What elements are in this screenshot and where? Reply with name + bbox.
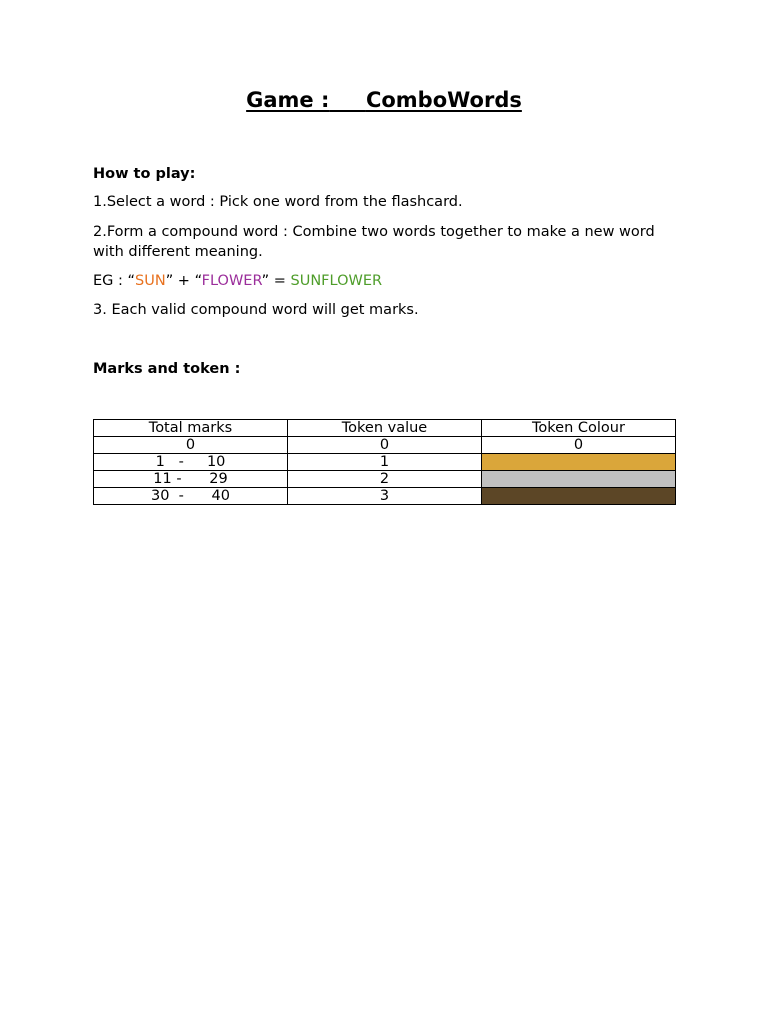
token-value-cell: 2 — [288, 471, 482, 488]
total-marks-cell: 0 — [94, 437, 288, 454]
example-line — [93, 271, 683, 291]
example-mid-1: ” + “ — [165, 273, 202, 289]
token-colour-swatch-silver — [482, 471, 676, 488]
token-colour-swatch-gold — [482, 454, 676, 471]
example-mid-2: ” = — [261, 273, 291, 289]
step-2: 2.Form a compound word : Combine two words together to make a new word with different meaning. — [93, 224, 655, 260]
example-word-flower: FLOWER — [201, 273, 262, 289]
step-3: 3. Each valid compound word will get marks. — [93, 302, 419, 318]
marks-heading: Marks and token : — [93, 361, 241, 377]
column-header-token-value: Token value — [288, 420, 482, 437]
total-marks-cell: 1 - 10 — [94, 454, 288, 471]
table-row — [94, 454, 676, 471]
table-row — [94, 488, 676, 505]
total-marks-cell: 30 - 40 — [94, 488, 288, 505]
table-row — [94, 471, 676, 488]
example-result-sunflower: SUNFLOWER — [290, 273, 383, 289]
token-value-cell: 0 — [288, 437, 482, 454]
column-header-token-colour: Token Colour — [482, 420, 676, 437]
token-value-cell: 3 — [288, 488, 482, 505]
title-game-name: ComboWords — [365, 88, 522, 112]
step-1: 1.Select a word : Pick one word from the flashcard. — [93, 194, 463, 210]
page-title — [0, 86, 768, 114]
column-header-total-marks: Total marks — [94, 420, 288, 437]
token-colour-cell: 0 — [482, 437, 676, 454]
title-game-label: Game : — [246, 88, 330, 112]
marks-token-table — [93, 419, 676, 505]
token-value-cell: 1 — [288, 454, 482, 471]
token-colour-swatch-bronze — [482, 488, 676, 505]
table-header-row — [94, 420, 676, 437]
example-prefix: EG : “ — [93, 273, 136, 289]
title-underlined — [246, 88, 522, 112]
table-row — [94, 437, 676, 454]
total-marks-cell: 11 - 29 — [94, 471, 288, 488]
example-word-sun: SUN — [135, 273, 166, 289]
how-to-play-heading: How to play: — [93, 166, 196, 182]
